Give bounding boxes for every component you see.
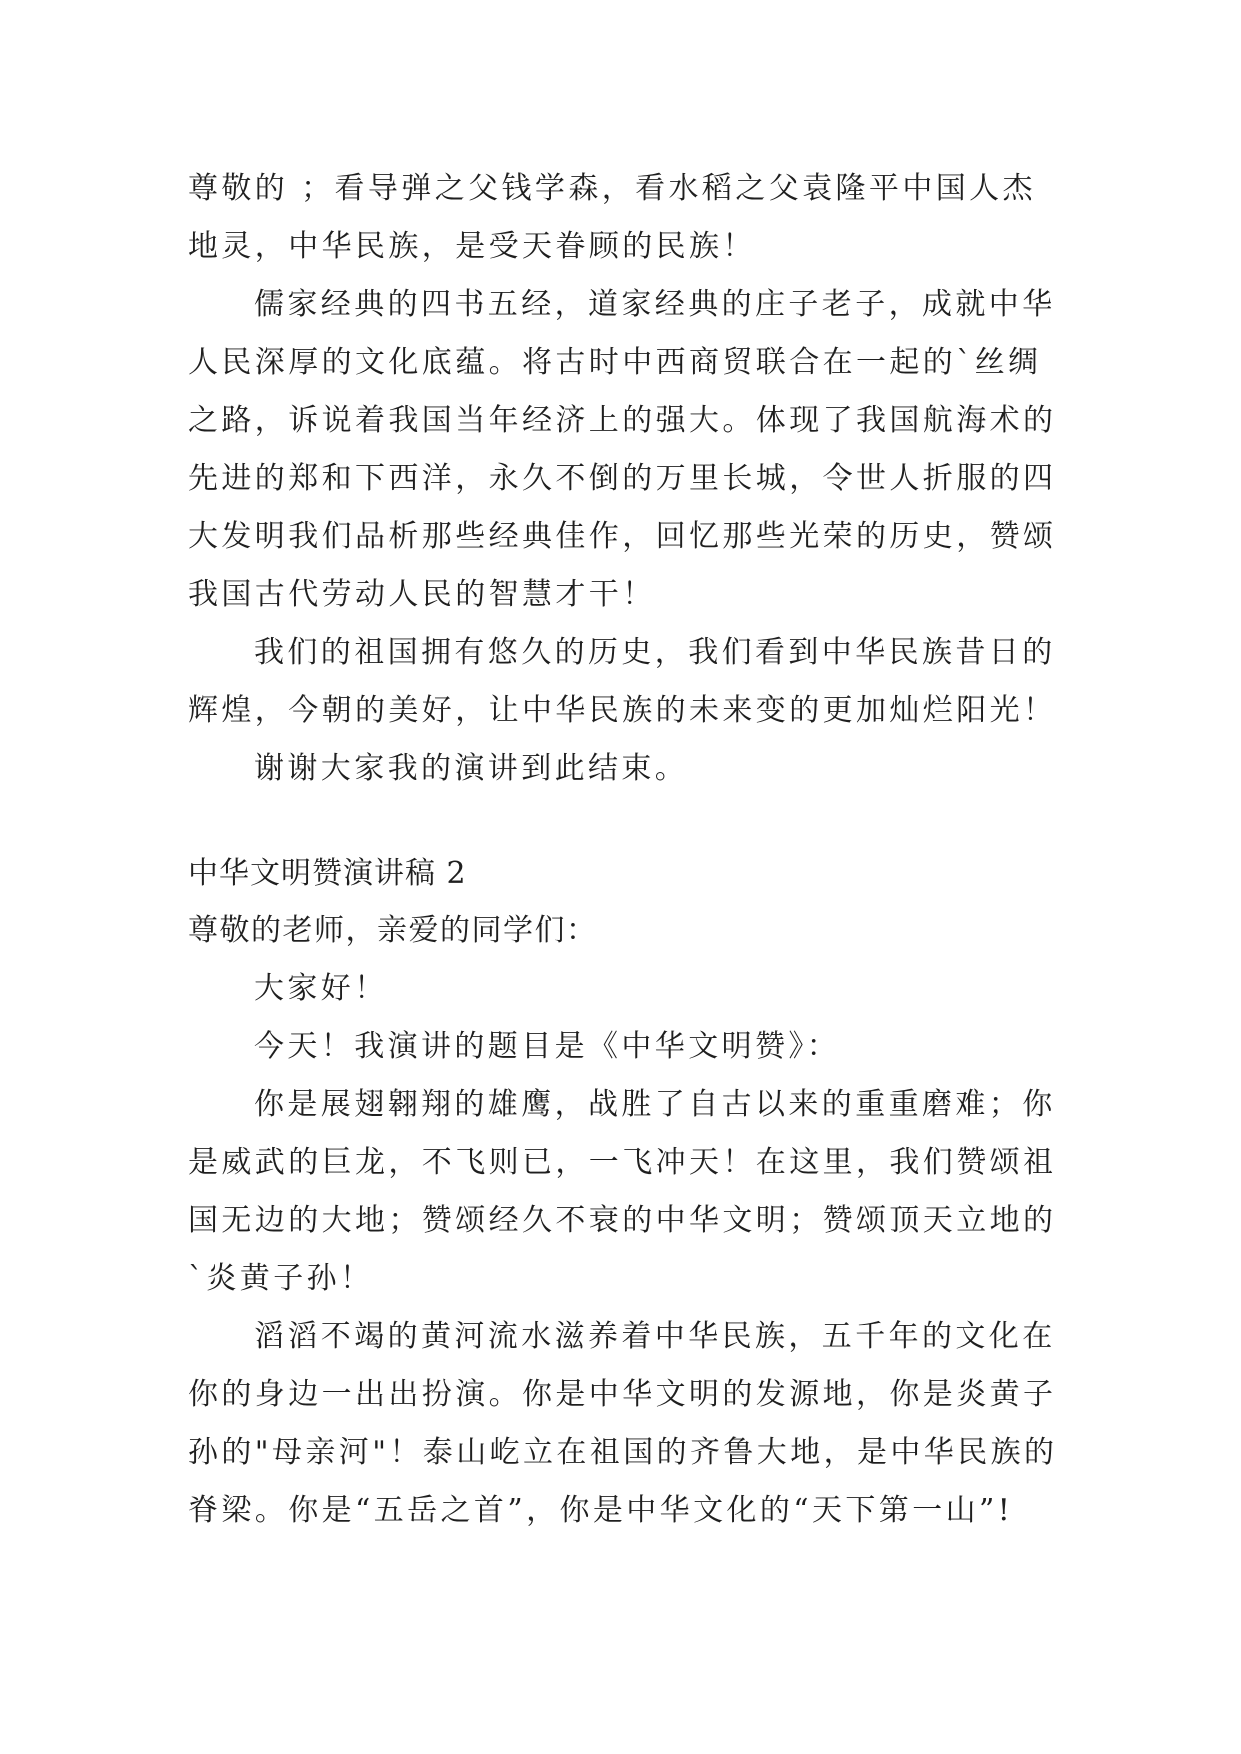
paragraph-line: 地灵，中华民族，是受天眷顾的民族！ — [188, 229, 756, 264]
paragraph-line: 今天！我演讲的题目是《中华文明赞》： — [254, 1029, 841, 1064]
document-page — [188, 160, 1068, 1540]
paragraph-line: 人民深厚的文化底蕴。将古时中西商贸联合在一起的`丝绸 — [188, 345, 1042, 380]
paragraph-line: 尊敬的 ；看导弹之父钱学森，看水稻之父袁隆平中国人杰 — [188, 171, 1036, 206]
section-spacer — [188, 798, 1068, 846]
paragraph-line: 是威武的巨龙，不飞则已，一飞冲天！在这里，我们赞颂祖 — [188, 1145, 1057, 1180]
paragraph-line: 你是展翅翱翔的雄鹰，战胜了自古以来的重重磨难；你 — [254, 1087, 1056, 1122]
paragraph-line: 你的身边一出出扮演。你是中华文明的发源地，你是炎黄子 — [188, 1377, 1057, 1412]
paragraph-line: 辉煌，今朝的美好，让中华民族的未来变的更加灿烂阳光！ — [188, 693, 1057, 728]
paragraph-line: 滔滔不竭的黄河流水滋养着中华民族，五千年的文化在 — [254, 1319, 1056, 1354]
paragraph-line: 孙的"母亲河"！泰山屹立在祖国的齐鲁大地，是中华民族的 — [188, 1435, 1058, 1470]
section-title: 中华文明赞演讲稿 2 — [188, 856, 467, 891]
salutation: 尊敬的老师，亲爱的同学们： — [188, 913, 598, 948]
paragraph-line: `炎黄子孙！ — [188, 1261, 374, 1296]
paragraph-line: 儒家经典的四书五经，道家经典的庄子老子，成就中华 — [254, 287, 1056, 322]
paragraph-line: 谢谢大家我的演讲到此结束。 — [254, 751, 689, 786]
paragraph-line: 脊梁。你是“五岳之首”，你是中华文化的“天下第一山”! — [188, 1493, 1014, 1528]
paragraph-line: 我们的祖国拥有悠久的历史，我们看到中华民族昔日的 — [254, 635, 1056, 670]
paragraph-line: 先进的郑和下西洋，永久不倒的万里长城，令世人折服的四 — [188, 461, 1057, 496]
paragraph-line: 国无边的大地；赞颂经久不衰的中华文明；赞颂顶天立地的 — [188, 1203, 1057, 1238]
paragraph-line: 之路，诉说着我国当年经济上的强大。体现了我国航海术的 — [188, 403, 1057, 438]
paragraph-line: 我国古代劳动人民的智慧才干！ — [188, 577, 656, 612]
paragraph-line: 大发明我们品析那些经典佳作，回忆那些光荣的历史，赞颂 — [188, 519, 1057, 554]
paragraph-line: 大家好！ — [254, 971, 388, 1006]
